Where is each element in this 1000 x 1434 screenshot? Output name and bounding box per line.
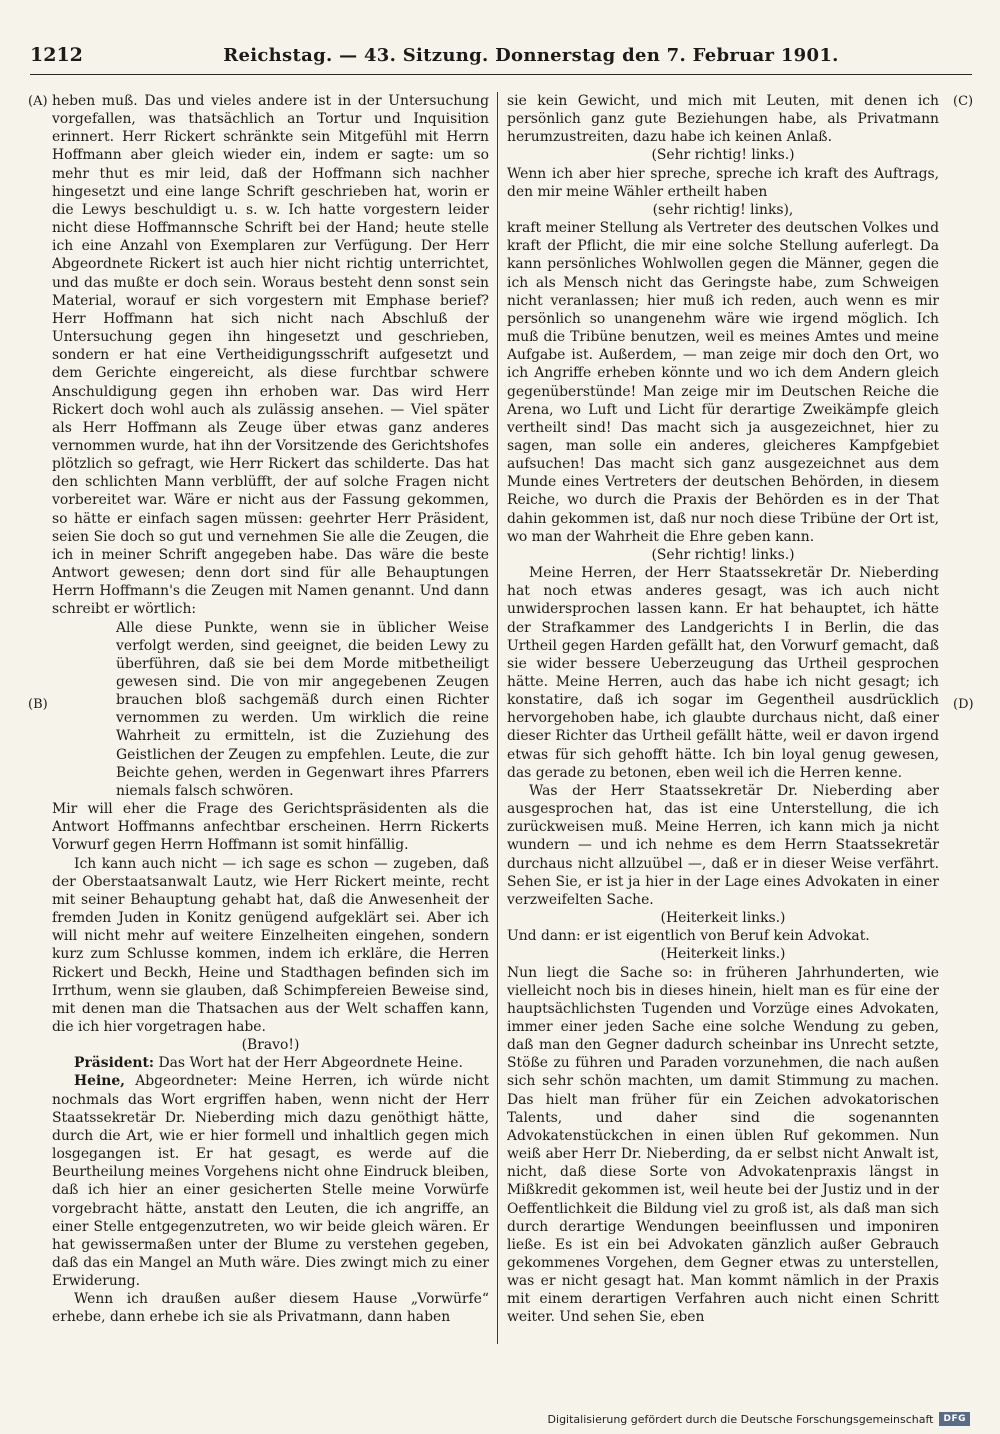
paragraph: Was der Herr Staatssekretär Dr. Nieberding aber ausgesprochen hat, das ist eine Unterstellung, die ich zurückweisen muß. Meine Herren, ich kann mich ja nicht wundern — und ich nehme es dem Herrn Staatssekretär durchaus nicht allzuübel —, daß er in dieser Weise verfährt. Sehen Sie, er ist ja hier in der Lage eines Advokaten in einer verzweifelten Sache.: [507, 782, 939, 908]
dfg-logo-icon: DFG: [939, 1412, 970, 1426]
paragraph: Nun liegt die Sache so: in früheren Jahrhunderten, wie vielleicht noch bis in dieses hinein, hielt man es für eine der hauptsächlichsten Tugenden und Vorzüge eines Advokaten, immer einer jeden Sache eine solche Wendung zu geben, daß man den Gegner dadurch scheinbar ins Unrecht setzte, Stöße zu führen und Paraden vorzunehmen, die nach außen sich sehr schön machten, um damit Stimmung zu machen. Das hielt man früher für ein Zeichen advokatorischen Talents, und daher sind die sogenannten Advokatenstückchen in einen üblen Ruf gekommen. Nun weiß aber Herr Dr. Nieberding, da er selbst nicht Anwalt ist, nicht, daß diese Sorte von Advokatenpraxis längst in Mißkredit gekommen ist, weil heute bei der Justiz und in der Oeffentlichkeit die Bildung viel zu groß ist, als daß man sich durch derartige Wendungen beeinflussen und imponiren ließe. Es ist ein bei Advokaten gänzlich außer Gebrauch gekommenes Vorgehen, dem Gegner etwas zu unterstellen, was er nicht gesagt hat. Man kommt nämlich in der Praxis mit einem derartigen Verfahren auch nicht einen Schritt weiter. Und sehen Sie, eben: [507, 964, 939, 1326]
interjection: (Sehr richtig! links.): [651, 147, 795, 164]
left-column: [52, 92, 489, 1346]
paragraph: Ich kann auch nicht — ich sage es schon — zugeben, daß der Oberstaatsanwalt Lautz, wie Herr Rickert meinte, recht mit seiner Behauptung gehabt hat, daß die Anwesenheit der fremden Juden in Konitz genügend aufgeklärt sei. Aber ich will nicht mehr auf weitere Einzelheiten eingehen, sondern kurz zum Schlusse kommen, indem ich erkläre, die Herren Rickert und Beckh, Heine und Stadthagen befinden sich im Irrthum, wenn sie glauben, daß Schimpfereien Beweise sind, mit denen man die Thatsachen aus der Welt schaffen kann, die ich hier vorgetragen habe.: [52, 855, 489, 1035]
footer-credit: Digitalisierung gefördert durch die Deutsche Forschungsgemeinschaft: [547, 1412, 934, 1426]
interjection: (Bravo!): [241, 1037, 300, 1054]
running-title: Reichstag. — 43. Sitzung. Donnerstag den 7. Februar 1901.: [223, 45, 839, 66]
paragraph: Und dann: er ist eigentlich von Beruf kein Advokat.: [507, 928, 870, 945]
page-number: 1212: [30, 44, 83, 66]
running-header: [30, 44, 972, 75]
speaker-text: Abgeordneter: Meine Herren, ich würde nicht nochmals das Wort ergriffen haben, wenn nicht der Herr Staatssekretär Dr. Nieberding mich dazu genöthigt hätte, durch die Art, wie er hier formell und inhaltlich gegen mich losgegangen ist. Er hat gesagt, es werde auf die Beurtheilung meines Vorgehens nicht ohne Eindruck bleiben, daß ich hier an einer gesicherten Stelle meine Vorwürfe vorgebracht hätte, anstatt den Leuten, die ich angriffe, an einer Stelle entgegenzutreten, wo wir beide gleich wären. Er hat gewissermaßen unter der Blume zu verstehen gegeben, daß das ein Mangel an Muth wäre. Dies zwingt mich zu einer Erwiderung.: [52, 1073, 489, 1290]
right-column: [507, 92, 939, 1346]
block-quote: Alle diese Punkte, wenn sie in üblicher Weise verfolgt werden, sind geeignet, die beiden Lewy zu überführen, daß sie bei dem Morde mitbetheiligt gewesen sind. Die von mir angegebenen Zeugen brauchen bloß sachgemäß durch einen Richter vernommen zu werden. Um wirklich die reine Wahrheit zu ermitteln, ist die Zuziehung des Geistlichen der Zeugen zu empfehlen. Leute, die zur Beichte gehen, werden in Gegenwart ihres Pfarrers niemals falsch schwören.: [116, 619, 489, 799]
interjection: (Heiterkeit links.): [660, 910, 786, 927]
margin-marker-b: (B): [28, 697, 48, 712]
speaker-text: Das Wort hat der Herr Abgeordnete Heine.: [158, 1055, 463, 1072]
paragraph: sie kein Gewicht, und mich mit Leuten, mit denen ich persönlich ganz gute Beziehungen habe, als Privatmann herumzustreiten, dazu habe ich keinen Anlaß.: [507, 93, 939, 146]
speaker-name: Heine,: [74, 1073, 126, 1090]
paragraph: heben muß. Das und vieles andere ist in der Untersuchung vorgefallen, was thatsächlich an Tortur und Inquisition erinnert. Herr Rickert schränkte sein Mitgefühl mit Herrn Hoffmann aber gleich wieder ein, indem er sagte: um so mehr thut es mir leid, daß der Hoffmann sich nachher hingesetzt und eine lange Schrift geschrieben hat, worin er die Lewys beschuldigt u. s. w. Ich hatte vorgestern leider nicht diese Hoffmannsche Schrift bei der Hand; heute stelle ich eine Anzahl von Exemplaren zur Verfügung. Der Herr Abgeordnete Rickert ist auch hier nicht richtig unterrichtet, und das mußte er doch sein. Woraus besteht denn sonst sein Material, worauf er sich vorgestern mit Emphase berief? Herr Hoffmann hat sich nicht nach Abschluß der Untersuchung gegen ihn hingesetzt und geschrieben, sondern er hat eine Vertheidigungsschrift aufgesetzt und dem Gerichte eingereicht, als diese furchtbar schwere Anschuldigung gegen ihn erhoben war. Das wird Herr Rickert doch wohl auch als zulässig ansehen. — Viel später als Herr Hoffmann als Zeuge über etwas ganz anderes vernommen wurde, hat ihn der Vorsitzende des Gerichtshofes plötzlich so gefragt, wie Herr Rickert das schilderte. Das hat den schlichten Mann verblüfft, der auf solche Fragen nicht vorbereitet war. Wäre er nicht aus der Fassung gekommen, so hätte er einfach sagen müssen: geehrter Herr Präsident, seien Sie doch so gut und vernehmen Sie alle die Zeugen, die ich in meiner Schrift angegeben habe. Das wäre die beste Antwort gewesen; denn dort sind für alle Behauptungen Herrn Hoffmann's die Zeugen mit Namen genannt. Und dann schreibt er wörtlich:: [52, 93, 489, 618]
interjection: (sehr richtig! links),: [652, 201, 794, 218]
paragraph: kraft meiner Stellung als Vertreter des deutschen Volkes und kraft der Pflicht, die mir eine solche Stellung auferlegt. Da kann persönliches Wohlwollen gegen die Männer, gegen die ich als Mensch nicht das Geringste habe, zum Schweigen nicht veranlassen; hier muß ich reden, auch wenn es mir persönlich so unangenehm wäre wie irgend möglich. Ich muß die Tribüne benutzen, weil es meines Amtes und meine Aufgabe ist. Außerdem, — man zeige mir doch den Ort, wo ich Angriffe erheben könnte und wo ich dem Andern gleich gegenüberstünde! Man zeige mir im Deutschen Reiche die Arena, wo Luft und Licht für derartige Zweikämpfe gleich vertheilt sind! Das macht sich ja ausgezeichnet, hier zu sagen, man solle ein anderes, gleicheres Kampfgebiet aufsuchen! Das macht sich ganz ausgezeichnet aus dem Munde eines Vertreters der deutschen Behörden, in diesem Reiche, wo durch die Praxis der Behörden es in der That dahin gekommen ist, daß nur noch diese Tribüne der Ort ist, wo man der Wahrheit die Ehre geben kann.: [507, 220, 939, 545]
margin-marker-c: (C): [953, 94, 974, 109]
speaker-paragraph: [52, 1054, 489, 1072]
paragraph: Wenn ich aber hier spreche, spreche ich kraft des Auftrags, den mir meine Wähler ertheilt haben: [507, 165, 939, 200]
interjection: (Sehr richtig! links.): [651, 546, 795, 563]
paragraph: Mir will eher die Frage des Gerichtspräsidenten als die Antwort Hoffmanns anfechtbar erscheinen. Herrn Rickerts Vorwurf gegen Herrn Hoffmann ist somit hinfällig.: [52, 801, 489, 854]
speaker-name: Präsident:: [74, 1055, 155, 1072]
paragraph: Wenn ich draußen außer diesem Hause „Vorwürfe“ erhebe, dann erhebe ich sie als Privatmann, dann haben: [52, 1291, 489, 1326]
interjection: (Heiterkeit links.): [660, 946, 786, 963]
margin-marker-a: (A): [28, 94, 48, 109]
digitization-footer: [548, 1412, 970, 1426]
margin-marker-d: (D): [953, 697, 974, 712]
paragraph: Meine Herren, der Herr Staatssekretär Dr. Nieberding hat noch etwas anderes gesagt, was ich auch nicht unwidersprochen lassen kann. Er hat behauptet, ich hätte der Strafkammer des Landgerichts I in Berlin, die das Urtheil gegen Harden gefällt hat, den Vorwurf gemacht, daß sie wider bessere Ueberzeugung das Urtheil gesprochen hätte. Meine Herren, auch das habe ich nicht gesagt; ich konstatire, daß ich sogar im Gegentheil ausdrücklich hervorgehoben habe, ich glaubte durchaus nicht, daß einer dieser Richter das Urtheil gefällt hätte, weil er davon irgend etwas für sich gehofft hätte. Ich bin loyal genug gewesen, das gerade zu betonen, eben weil ich die Herren kenne.: [507, 565, 939, 781]
column-divider: [497, 92, 498, 1344]
speaker-paragraph: [52, 1072, 489, 1290]
